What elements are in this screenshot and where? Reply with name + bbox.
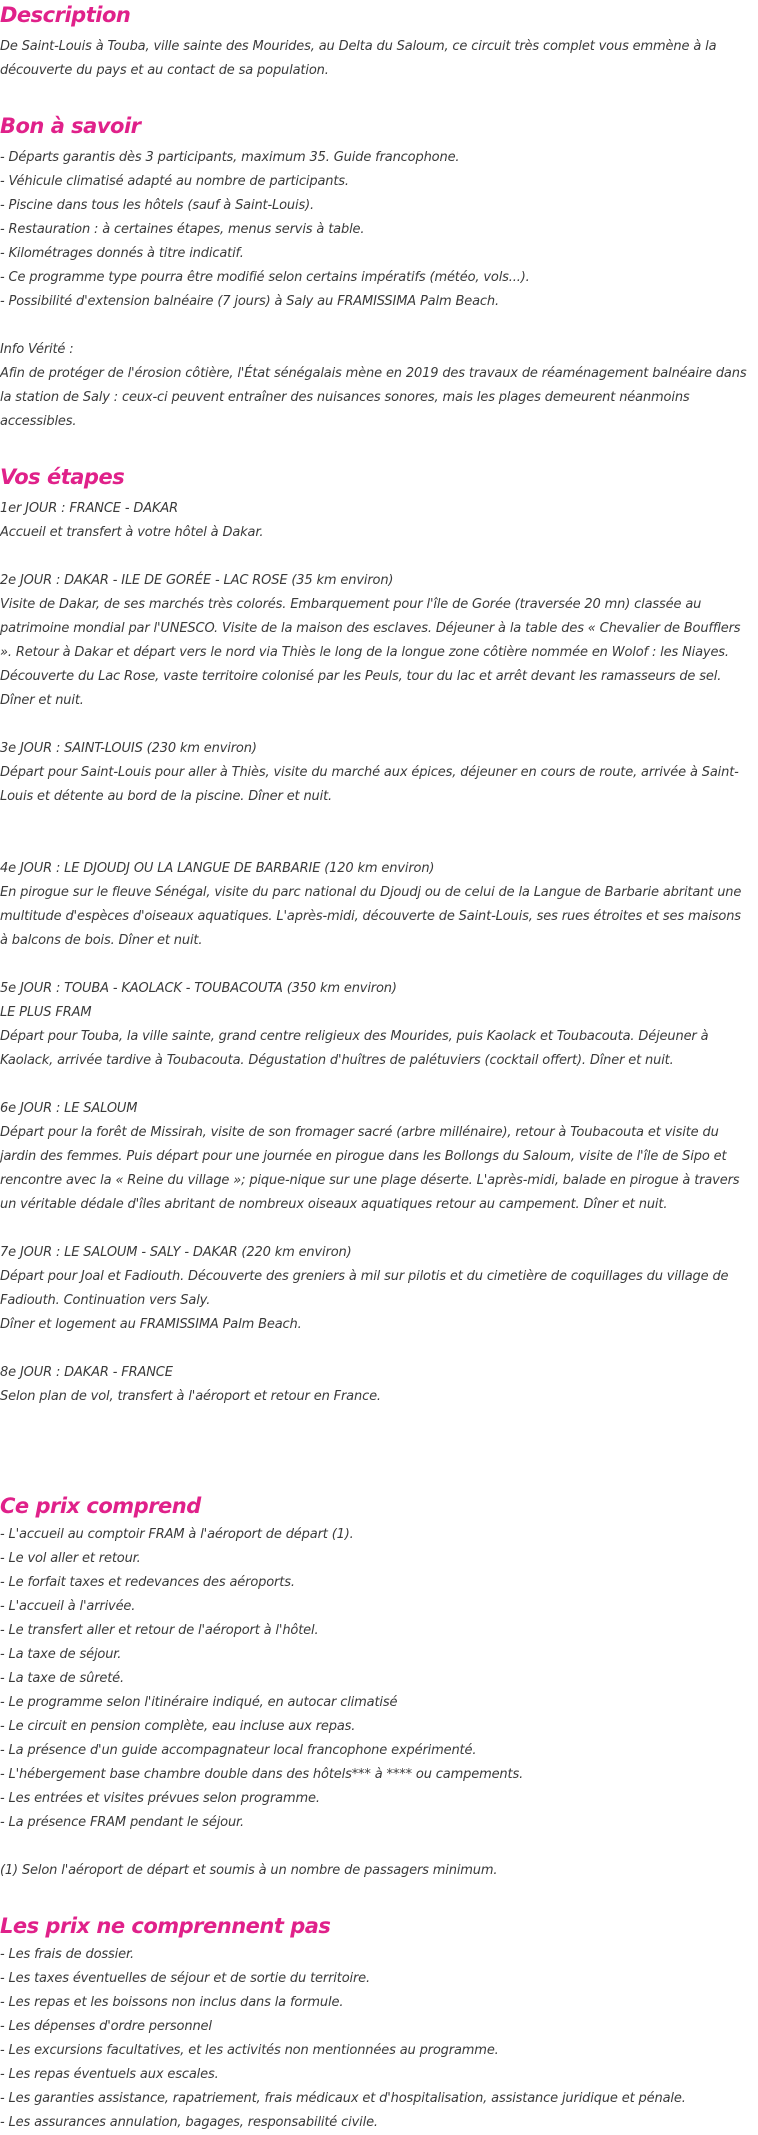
list-item: - Les dépenses d'ordre personnel xyxy=(0,2019,212,2034)
list-item: - L'hébergement base chambre double dans des hôtels*** à **** ou campements. xyxy=(0,1767,524,1782)
comprend-list xyxy=(0,1523,748,1883)
day-heading: 2e JOUR : DAKAR - ILE DE GORÉE - LAC ROSE (35 km environ) xyxy=(0,573,394,588)
day-subheading: LE PLUS FRAM xyxy=(0,1005,92,1020)
etapes-title: Vos étapes xyxy=(0,465,125,489)
day-heading: 7e JOUR : LE SALOUM - SALY - DAKAR (220 km environ) xyxy=(0,1245,352,1260)
comprend-title: Ce prix comprend xyxy=(0,1494,201,1518)
day-item xyxy=(0,497,748,545)
list-item: - Le transfert aller et retour de l'aéroport à l'hôtel. xyxy=(0,1623,319,1638)
day-text: Départ pour la forêt de Missirah, visite de son fromager sacré (arbre millénaire), retour à Toubacouta et visite du jardin des femmes. Puis départ pour une journée en pirogue dans les Bollongs du Saloum, visite de l'île de Sipo et rencontre avec la « Reine du village »; pique-nique sur une plage déserte. L'après-midi, balade en pirogue à travers un véritable dédale d'îles abritant de nombreux oiseaux aquatiques retour au campement. Dîner et nuit. xyxy=(0,1125,740,1212)
day-heading: 1er JOUR : FRANCE - DAKAR xyxy=(0,501,178,516)
list-item: - Les taxes éventuelles de séjour et de sortie du territoire. xyxy=(0,1971,370,1986)
list-item: - Kilométrages donnés à titre indicatif. xyxy=(0,246,244,261)
day-text: En pirogue sur le fleuve Sénégal, visite du parc national du Djoudj ou de celui de la Langue de Barbarie abritant une multitude d'espèces d'oiseaux aquatiques. L'après-midi, découverte de Saint-Louis, ses rues étroites et ses maisons à balcons de bois. Dîner et nuit. xyxy=(0,885,742,948)
description-title: Description xyxy=(0,3,131,27)
list-item: - Départs garantis dès 3 participants, maximum 35. Guide francophone. xyxy=(0,150,460,165)
list-item: - Le circuit en pension complète, eau incluse aux repas. xyxy=(0,1719,356,1734)
list-item: - La présence d'un guide accompagnateur local francophone expérimenté. xyxy=(0,1743,477,1758)
day-item xyxy=(0,569,748,713)
list-item: - Ce programme type pourra être modifié selon certains impératifs (météo, vols...). xyxy=(0,270,530,285)
list-item: - Les repas éventuels aux escales. xyxy=(0,2067,219,2082)
list-item: - La taxe de sûreté. xyxy=(0,1671,125,1686)
day-text: Selon plan de vol, transfert à l'aéroport et retour en France. xyxy=(0,1389,381,1404)
day-item xyxy=(0,977,748,1073)
day-item xyxy=(0,1241,748,1337)
list-item: - Le forfait taxes et redevances des aéroports. xyxy=(0,1575,295,1590)
list-item: - Le vol aller et retour. xyxy=(0,1551,141,1566)
list-item: - Piscine dans tous les hôtels (sauf à Saint-Louis). xyxy=(0,198,314,213)
day-heading: 6e JOUR : LE SALOUM xyxy=(0,1101,138,1116)
list-item: - Les assurances annulation, bagages, responsabilité civile. xyxy=(0,2115,378,2130)
etapes-list xyxy=(0,497,748,1409)
description-text: De Saint-Louis à Touba, ville sainte des Mourides, au Delta du Saloum, ce circuit très complet vous emmène à la découverte du pays et au contact de sa population. xyxy=(0,39,717,78)
info-verite-label: Info Vérité : xyxy=(0,342,74,357)
list-item: - Restauration : à certaines étapes, menus servis à table. xyxy=(0,222,365,237)
day-text: Départ pour Saint-Louis pour aller à Thiès, visite du marché aux épices, déjeuner en cours de route, arrivée à Saint-Louis et détente au bord de la piscine. Dîner et nuit. xyxy=(0,765,739,804)
day-heading: 4e JOUR : LE DJOUDJ OU LA LANGUE DE BARBARIE (120 km environ) xyxy=(0,861,435,876)
bon-a-savoir-list xyxy=(0,146,748,434)
day-text: Départ pour Touba, la ville sainte, grand centre religieux des Mourides, puis Kaolack et Toubacouta. Déjeuner à Kaolack, arrivée tardive à Toubacouta. Dégustation d'huîtres de palétuviers (cocktail offert). Dîner et nuit. xyxy=(0,1029,709,1068)
day-item xyxy=(0,1097,748,1217)
day-item xyxy=(0,1361,748,1409)
list-item: - La taxe de séjour. xyxy=(0,1647,122,1662)
list-item: - Le programme selon l'itinéraire indiqué, en autocar climatisé xyxy=(0,1695,398,1710)
list-item: - Les garanties assistance, rapatriement, frais médicaux et d'hospitalisation, assistance juridique et pénale. xyxy=(0,2091,686,2106)
etapes-section xyxy=(0,462,748,1409)
list-item: - Les entrées et visites prévues selon programme. xyxy=(0,1791,320,1806)
day-item xyxy=(0,737,748,809)
day-text: Départ pour Joal et Fadiouth. Découverte des greniers à mil sur pilotis et du cimetière de coquillages du village de Fadiouth. Continuation vers Saly. xyxy=(0,1269,729,1308)
list-item: - Les repas et les boissons non inclus dans la formule. xyxy=(0,1995,344,2010)
bon-a-savoir-title: Bon à savoir xyxy=(0,114,141,138)
bon-a-savoir-section xyxy=(0,111,748,434)
day-heading: 5e JOUR : TOUBA - KAOLACK - TOUBACOUTA (350 km environ) xyxy=(0,981,397,996)
info-verite-text: Afin de protéger de l'érosion côtière, l'État sénégalais mène en 2019 des travaux de réaménagement balnéaire dans la station de Saly : ceux-ci peuvent entraîner des nuisances sonores, mais les plages demeurent néanmoins accessibles. xyxy=(0,366,747,429)
comprend-note: (1) Selon l'aéroport de départ et soumis à un nombre de passagers minimum. xyxy=(0,1863,498,1878)
day-item xyxy=(0,857,748,953)
list-item: - La présence FRAM pendant le séjour. xyxy=(0,1815,245,1830)
list-item: - L'accueil à l'arrivée. xyxy=(0,1599,136,1614)
ne-comprend-pas-section xyxy=(0,1911,748,2135)
day-text: Accueil et transfert à votre hôtel à Dakar. xyxy=(0,525,264,540)
day-heading: 3e JOUR : SAINT-LOUIS (230 km environ) xyxy=(0,741,257,756)
list-item: - Véhicule climatisé adapté au nombre de participants. xyxy=(0,174,349,189)
day-text-extra: Dîner et logement au FRAMISSIMA Palm Beach. xyxy=(0,1317,302,1332)
day-heading: 8e JOUR : DAKAR - FRANCE xyxy=(0,1365,173,1380)
ne-comprend-pas-title: Les prix ne comprennent pas xyxy=(0,1914,331,1938)
description-section xyxy=(0,0,748,83)
day-text: Visite de Dakar, de ses marchés très colorés. Embarquement pour l'île de Gorée (traversée 20 mn) classée au patrimoine mondial par l'UNESCO. Visite de la maison des esclaves. Déjeuner à la table des « Chevalier de Boufflers ». Retour à Dakar et départ vers le nord via Thiès le long de la longue zone côtière nommée en Wolof : les Niayes. Découverte du Lac Rose, vaste territoire colonisé par les Peuls, tour du lac et arrêt devant les ramasseurs de sel. Dîner et nuit. xyxy=(0,597,741,708)
list-item: - L'accueil au comptoir FRAM à l'aéroport de départ (1). xyxy=(0,1527,354,1542)
comprend-section xyxy=(0,1491,748,1883)
list-item: - Possibilité d'extension balnéaire (7 jours) à Saly au FRAMISSIMA Palm Beach. xyxy=(0,294,499,309)
list-item: - Les excursions facultatives, et les activités non mentionnées au programme. xyxy=(0,2043,499,2058)
list-item: - Les frais de dossier. xyxy=(0,1947,134,1962)
ne-comprend-pas-list xyxy=(0,1943,748,2135)
